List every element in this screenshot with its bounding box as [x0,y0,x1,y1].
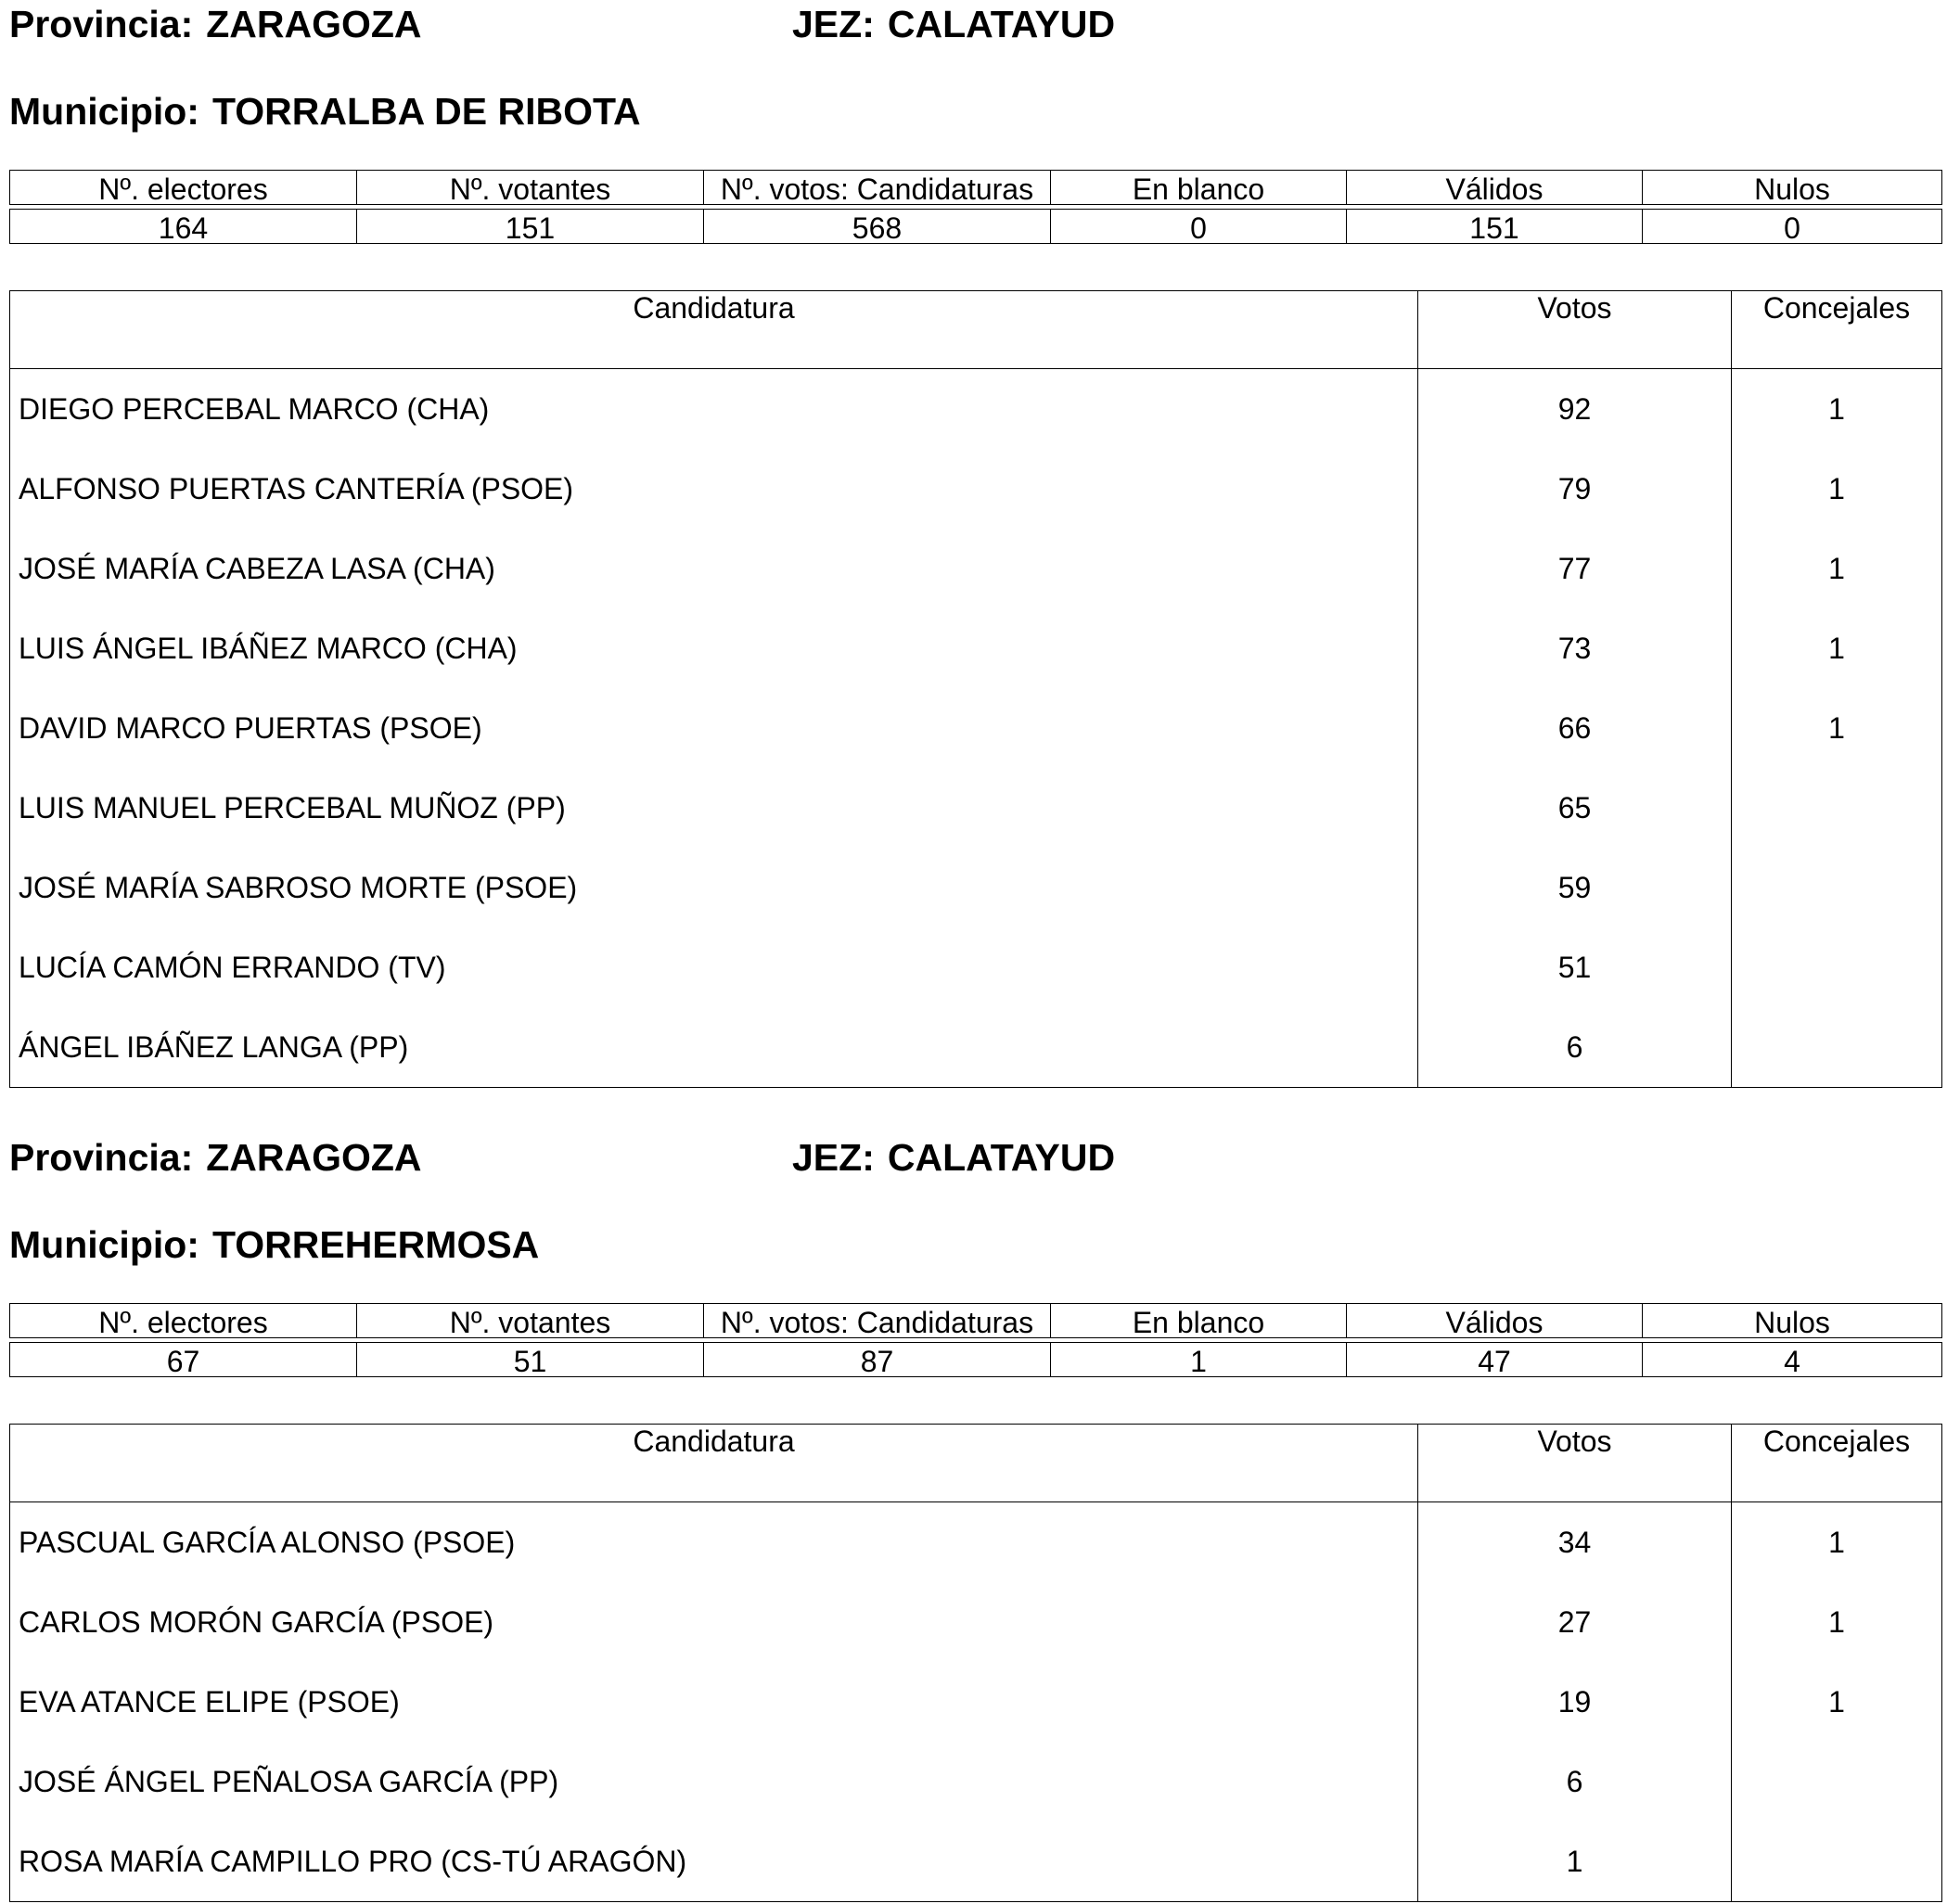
jez-value: CALATAYUD [887,3,1116,45]
municipio-value: TORREHERMOSA [211,1223,540,1266]
candidate-concejales [1732,1821,1942,1902]
municipio-line [9,90,641,133]
candidate-votos: 65 [1418,768,1732,848]
en-blanco-value: 0 [1051,210,1347,244]
candidate-votos: 79 [1418,449,1732,529]
candidates-table [9,290,1942,1088]
candidate-name: CARLOS MORÓN GARCÍA (PSOE) [10,1582,1418,1662]
municipio-value: TORRALBA DE RIBOTA [211,90,641,133]
validos-value: 47 [1347,1343,1643,1377]
candidate-name: JOSÉ ÁNGEL PEÑALOSA GARCÍA (PP) [10,1742,1418,1821]
votos-candidaturas-header: Nº. votos: Candidaturas [704,1304,1051,1338]
table-row [10,1742,1942,1821]
candidate-name: ALFONSO PUERTAS CANTERÍA (PSOE) [10,449,1418,529]
candidate-votos: 51 [1418,927,1732,1007]
candidate-concejales [1732,927,1942,1007]
votos-header: Votos [1418,1425,1732,1502]
candidate-votos: 73 [1418,608,1732,688]
table-row [10,369,1942,450]
stats-table [9,1303,1942,1377]
jez-value: CALATAYUD [887,1136,1116,1179]
candidate-name: DIEGO PERCEBAL MARCO (CHA) [10,369,1418,450]
candidate-name: ROSA MARÍA CAMPILLO PRO (CS-TÚ ARAGÓN) [10,1821,1418,1902]
candidate-votos: 34 [1418,1502,1732,1583]
candidate-votos: 59 [1418,848,1732,927]
candidate-concejales: 1 [1732,1662,1942,1742]
en-blanco-header: En blanco [1051,1304,1347,1338]
provincia-value: ZARAGOZA [206,3,422,45]
candidate-concejales: 1 [1732,1582,1942,1662]
candidate-concejales: 1 [1732,369,1942,450]
validos-header: Válidos [1347,171,1643,205]
candidate-name: EVA ATANCE ELIPE (PSOE) [10,1662,1418,1742]
candidate-votos: 1 [1418,1821,1732,1902]
candidate-concejales [1732,768,1942,848]
jez-label: JEZ: [792,3,875,45]
nulos-header: Nulos [1643,171,1942,205]
votantes-header: Nº. votantes [357,1304,704,1338]
candidate-name: JOSÉ MARÍA CABEZA LASA (CHA) [10,529,1418,608]
en-blanco-header: En blanco [1051,171,1347,205]
concejales-header: Concejales [1732,291,1942,369]
jez-line [792,1136,1116,1179]
candidate-votos: 19 [1418,1662,1732,1742]
provincia-label: Provincia: [9,1136,194,1179]
provincia-line [9,3,422,45]
electores-value: 67 [10,1343,357,1377]
candidate-name: LUIS MANUEL PERCEBAL MUÑOZ (PP) [10,768,1418,848]
candidates-table [9,1424,1942,1902]
concejales-header: Concejales [1732,1425,1942,1502]
votantes-value: 51 [357,1343,704,1377]
table-row [10,1582,1942,1662]
jez-line [792,3,1116,45]
validos-header: Válidos [1347,1304,1643,1338]
candidate-name: ÁNGEL IBÁÑEZ LANGA (PP) [10,1007,1418,1088]
jez-label: JEZ: [792,1136,875,1179]
candidate-concejales [1732,1007,1942,1088]
candidate-concejales: 1 [1732,608,1942,688]
candidate-name: LUIS ÁNGEL IBÁÑEZ MARCO (CHA) [10,608,1418,688]
candidate-votos: 6 [1418,1742,1732,1821]
stats-table [9,170,1942,244]
table-row [10,1502,1942,1583]
candidate-name: LUCÍA CAMÓN ERRANDO (TV) [10,927,1418,1007]
votos-header: Votos [1418,291,1732,369]
municipio-line [9,1223,540,1266]
table-row [10,529,1942,608]
votos-candidaturas-header: Nº. votos: Candidaturas [704,171,1051,205]
votos-candidaturas-value: 87 [704,1343,1051,1377]
table-row [10,768,1942,848]
candidate-votos: 77 [1418,529,1732,608]
candidate-votos: 6 [1418,1007,1732,1088]
municipio-label: Municipio: [9,1223,199,1266]
candidate-name: JOSÉ MARÍA SABROSO MORTE (PSOE) [10,848,1418,927]
nulos-value: 4 [1643,1343,1942,1377]
provincia-line [9,1136,422,1179]
candidate-concejales: 1 [1732,449,1942,529]
municipio-label: Municipio: [9,90,199,133]
electores-header: Nº. electores [10,171,357,205]
candidate-votos: 27 [1418,1582,1732,1662]
provincia-label: Provincia: [9,3,194,45]
table-row [10,608,1942,688]
table-row [10,449,1942,529]
candidate-concejales: 1 [1732,1502,1942,1583]
votos-candidaturas-value: 568 [704,210,1051,244]
candidate-concejales [1732,1742,1942,1821]
nulos-header: Nulos [1643,1304,1942,1338]
candidate-concejales: 1 [1732,529,1942,608]
candidate-concejales: 1 [1732,688,1942,768]
provincia-value: ZARAGOZA [206,1136,422,1179]
validos-value: 151 [1347,210,1643,244]
table-row [10,1007,1942,1088]
table-row [10,848,1942,927]
nulos-value: 0 [1643,210,1942,244]
electores-value: 164 [10,210,357,244]
table-row [10,1662,1942,1742]
candidate-votos: 66 [1418,688,1732,768]
table-row [10,688,1942,768]
electores-header: Nº. electores [10,1304,357,1338]
votantes-header: Nº. votantes [357,171,704,205]
en-blanco-value: 1 [1051,1343,1347,1377]
table-row [10,927,1942,1007]
candidate-concejales [1732,848,1942,927]
table-row [10,1821,1942,1902]
candidatura-header: Candidatura [10,291,1418,369]
candidatura-header: Candidatura [10,1425,1418,1502]
candidate-votos: 92 [1418,369,1732,450]
candidate-name: PASCUAL GARCÍA ALONSO (PSOE) [10,1502,1418,1583]
candidate-name: DAVID MARCO PUERTAS (PSOE) [10,688,1418,768]
votantes-value: 151 [357,210,704,244]
